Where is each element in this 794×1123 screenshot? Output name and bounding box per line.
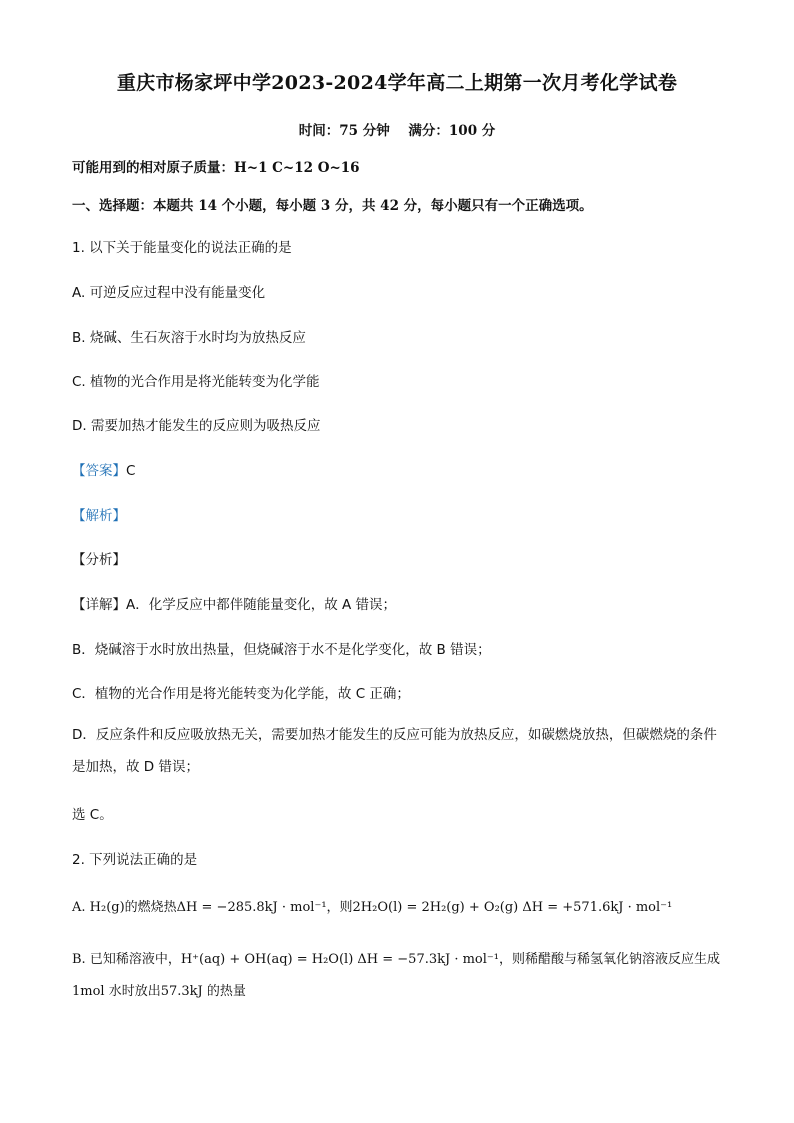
detail-line-d: D．反应条件和反应吸放热无关，需要加热才能发生的反应可能为放热反应，如碳燃烧放热，但碳燃烧的条件是加热，故 D 错误； [72,727,717,775]
answer-value: C [126,463,136,479]
fenxi-tag: 【分析】 [72,552,126,568]
section-heading: 一、选择题：本题共 14 个小题，每小题 3 分，共 42 分，每小题只有一个正确选项。 [72,198,593,214]
question-1-conclusion: 选 C。 [72,807,113,823]
detail-line-b: B．烧碱溶于水时放出热量，但烧碱溶于水不是化学变化，故 B 错误； [72,642,491,658]
page-title: 重庆市杨家坪中学2023-2024学年高二上期第一次月考化学试卷 [116,72,678,94]
question-1-option-d: D. 需要加热才能发生的反应则为吸热反应 [72,418,321,434]
question-1-option-a: A. 可逆反应过程中没有能量变化 [72,285,266,301]
detail-tag: 【详解】 [72,597,126,613]
question-1-option-c: C. 植物的光合作用是将光能转变为化学能 [72,374,320,390]
detail-text-a: A．化学反应中都伴随能量变化，故 A 错误； [126,597,397,613]
exam-meta [0,119,794,139]
detail-line-a [72,593,396,613]
answer-tag: 【答案】 [72,463,126,479]
exam-score: 满分：100 分 [408,123,496,139]
question-1-stem: 1. 以下关于能量变化的说法正确的是 [72,240,292,256]
exam-time: 时间：75 分钟 [298,123,390,139]
analysis-tag: 【解析】 [72,508,126,524]
question-1-option-b: B. 烧碱、生石灰溶于水时均为放热反应 [72,330,306,346]
question-2-option-a: A. H₂(g)的燃烧热ΔH = −285.8kJ · mol⁻¹，则2H₂O(l) = 2H₂(g) + O₂(g) ΔH = +571.6kJ · mol⁻¹ [72,900,673,915]
answer-row [72,459,135,479]
question-2-stem: 2. 下列说法正确的是 [72,852,198,868]
detail-line-c: C．植物的光合作用是将光能转变为化学能，故 C 正确； [72,686,410,702]
atomic-mass-note: 可能用到的相对原子质量：H~1 C~12 O~16 [72,160,360,176]
question-2-option-b: B. 已知稀溶液中，H⁺(aq) + OH(aq) = H₂O(l) ΔH = −57.3kJ · mol⁻¹，则稀醋酸与稀氢氧化钠溶液反应生成1mol 水时放出57.3kJ 的热量 [72,952,720,999]
